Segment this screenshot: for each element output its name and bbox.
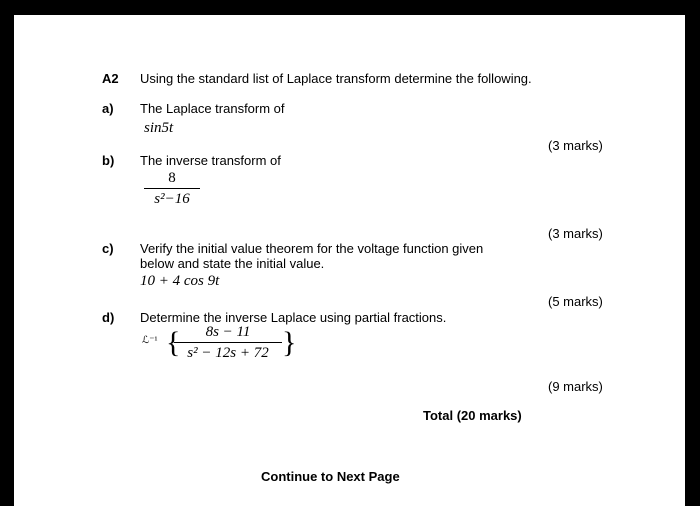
total-marks: Total (20 marks) (423, 408, 522, 423)
part-c-text-line2: below and state the initial value. (140, 256, 325, 271)
right-brace: } (282, 326, 297, 359)
part-b-numerator: 8 (168, 170, 176, 186)
part-c-marks: (5 marks) (548, 294, 603, 309)
left-brace: { (166, 326, 181, 359)
part-b-label: b) (102, 153, 115, 168)
part-c-text-line1: Verify the initial value theorem for the voltage function given (140, 241, 484, 256)
part-c-expression: 10 + 4 cos 9t (140, 273, 220, 289)
part-a-text: The Laplace transform of (140, 101, 285, 116)
part-d-label: d) (102, 310, 115, 325)
part-d-marks: (9 marks) (548, 379, 603, 394)
part-b-denominator: s²−16 (144, 188, 200, 209)
part-d-text: Determine the inverse Laplace using partial fractions. (140, 310, 447, 325)
part-b-fraction (144, 168, 200, 209)
part-b-text: The inverse transform of (140, 153, 281, 168)
inverse-laplace-operator: ℒ⁻¹ (142, 335, 158, 346)
continue-next-page: Continue to Next Page (261, 469, 400, 484)
part-a-marks: (3 marks) (548, 138, 603, 153)
part-d-fraction (174, 323, 282, 362)
part-c-label: c) (102, 241, 114, 256)
part-d-numerator: 8s − 11 (205, 324, 251, 340)
exam-page (14, 15, 685, 506)
part-d-denominator: s² − 12s + 72 (174, 342, 282, 362)
part-a-expression: sin5t (144, 120, 174, 136)
part-b-marks: (3 marks) (548, 226, 603, 241)
question-number: A2 (102, 71, 119, 86)
question-intro: Using the standard list of Laplace transform determine the following. (140, 71, 532, 86)
part-a-label: a) (102, 101, 114, 116)
